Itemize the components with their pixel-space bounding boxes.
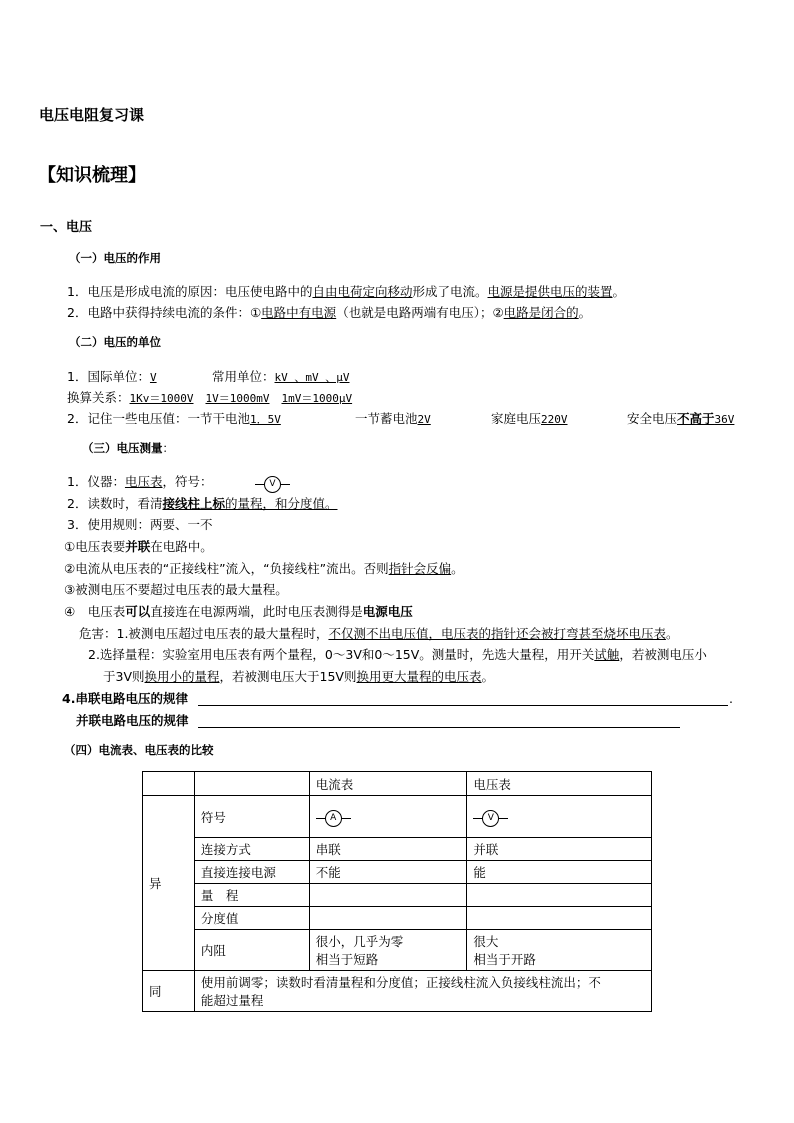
same-label: 同 [143,971,195,1012]
table-row [143,838,652,861]
header-ammeter: 电流表 [309,772,467,796]
header-voltmeter: 电压表 [467,772,652,796]
role-line-2: 2．电路中获得持续电流的条件：①电路中有电源（也就是电路两端有电压）；②电路是闭合的。 [67,305,592,320]
table-row [143,971,652,1012]
measure-line-2: 2．读数时，看清接线柱上标的量程，和分度值。 [67,496,338,511]
table-row [143,930,652,971]
parallel-rule-label: 并联电路电压的规律 [76,713,189,728]
subheading-voltage-measure: （三）电压测量： [82,441,174,455]
voltmeter-cell: 并联 [467,838,652,861]
table-row [143,907,652,930]
rule-4: ④ 电压表可以直接连在电源两端，此时电压表测得是电源电压 [64,604,413,619]
row-label: 符号 [194,796,309,838]
series-rule-blank [198,705,728,706]
comparison-table [142,771,652,1012]
measure-line-1: 1．仪器：电压表，符号： [67,474,213,489]
voltmeter-cell [467,884,652,907]
voltmeter-symbol: V [255,473,290,493]
ammeter-cell [309,884,467,907]
table-corner-cell [143,772,195,796]
ammeter-cell [309,907,467,930]
ammeter-cell: 串联 [309,838,467,861]
ammeter-symbol: A [316,810,351,827]
voltage-battery: 一节蓄电池2V [355,411,431,426]
unit-line-1-common: 常用单位：kV 、mV 、μV [212,369,350,384]
voltage-safe: 安全电压不高于36V [627,411,735,426]
voltmeter-symbol-cell [467,796,652,838]
table-header-row [143,772,652,796]
unit-line-1: 1．国际单位：V [67,369,157,384]
role-line-1: 1．电压是形成电流的原因：电压使电路中的自由电荷定向移动形成了电流。电源是提供电压的装置。 [67,284,626,299]
voltage-values: 2．记住一些电压值：一节干电池1．5V [67,411,281,426]
hazard-line-1: 危害：1.被测电压超过电压表的最大量程时，不仅测不出电压值，电压表的指针还会被打弯甚至烧坏电压表。 [79,626,679,641]
subheading-voltage-role: （一）电压的作用 [69,251,161,265]
table-corner-cell [194,772,309,796]
row-label: 分度值 [194,907,309,930]
voltmeter-cell: 能 [467,861,652,884]
measure-line-3: 3．使用规则：两要、一不 [67,517,213,532]
series-rule-end: . [729,691,733,706]
table-row [143,796,652,838]
section-heading: 【知识梳理】 [38,165,146,186]
diff-label: 异 [143,796,195,971]
subheading-voltage-unit: （二）电压的单位 [69,335,161,349]
heading-voltage: 一、电压 [40,220,93,235]
row-label: 量 程 [194,884,309,907]
page-title: 电压电阻复习课 [39,106,145,124]
table-row [143,861,652,884]
voltmeter-symbol: V [473,810,508,827]
same-text: 使用前调零；读数时看清量程和分度值；正接线柱流入负接线柱流出；不 能超过量程 [194,971,651,1012]
unit-conversion: 换算关系：1Kv＝1000V 1V＝1000mV 1mV＝1000μV [67,390,353,405]
table-row [143,884,652,907]
voltage-household: 家庭电压220V [491,411,568,426]
voltmeter-cell [467,907,652,930]
row-label: 连接方式 [194,838,309,861]
rule-2: ②电流从电压表的“正接线柱”流入，“负接线柱”流出。否则指针会反偏。 [64,561,464,576]
rule-1: ①电压表要并联在电路中。 [64,539,213,554]
rule-3: ③被测电压不要超过电压表的最大量程。 [64,582,288,597]
row-label: 内阻 [194,930,309,971]
parallel-rule-blank [198,727,680,728]
series-rule-label: 4.串联电路电压的规律 [62,691,188,706]
ammeter-symbol-cell [309,796,467,838]
voltmeter-cell: 很大 相当于开路 [467,930,652,971]
hazard-line-2: 2.选择量程：实验室用电压表有两个量程，0～3V和0～15V。测量时，先选大量程，用开关试触，若被测电压小 [88,647,707,662]
hazard-line-3: 于3V则换用小的量程，若被测电压大于15V则换用更大量程的电压表。 [103,669,495,684]
ammeter-cell: 很小，几乎为零 相当于短路 [309,930,467,971]
row-label: 直接连接电源 [194,861,309,884]
ammeter-cell: 不能 [309,861,467,884]
subheading-comparison: （四）电流表、电压表的比较 [64,743,214,757]
